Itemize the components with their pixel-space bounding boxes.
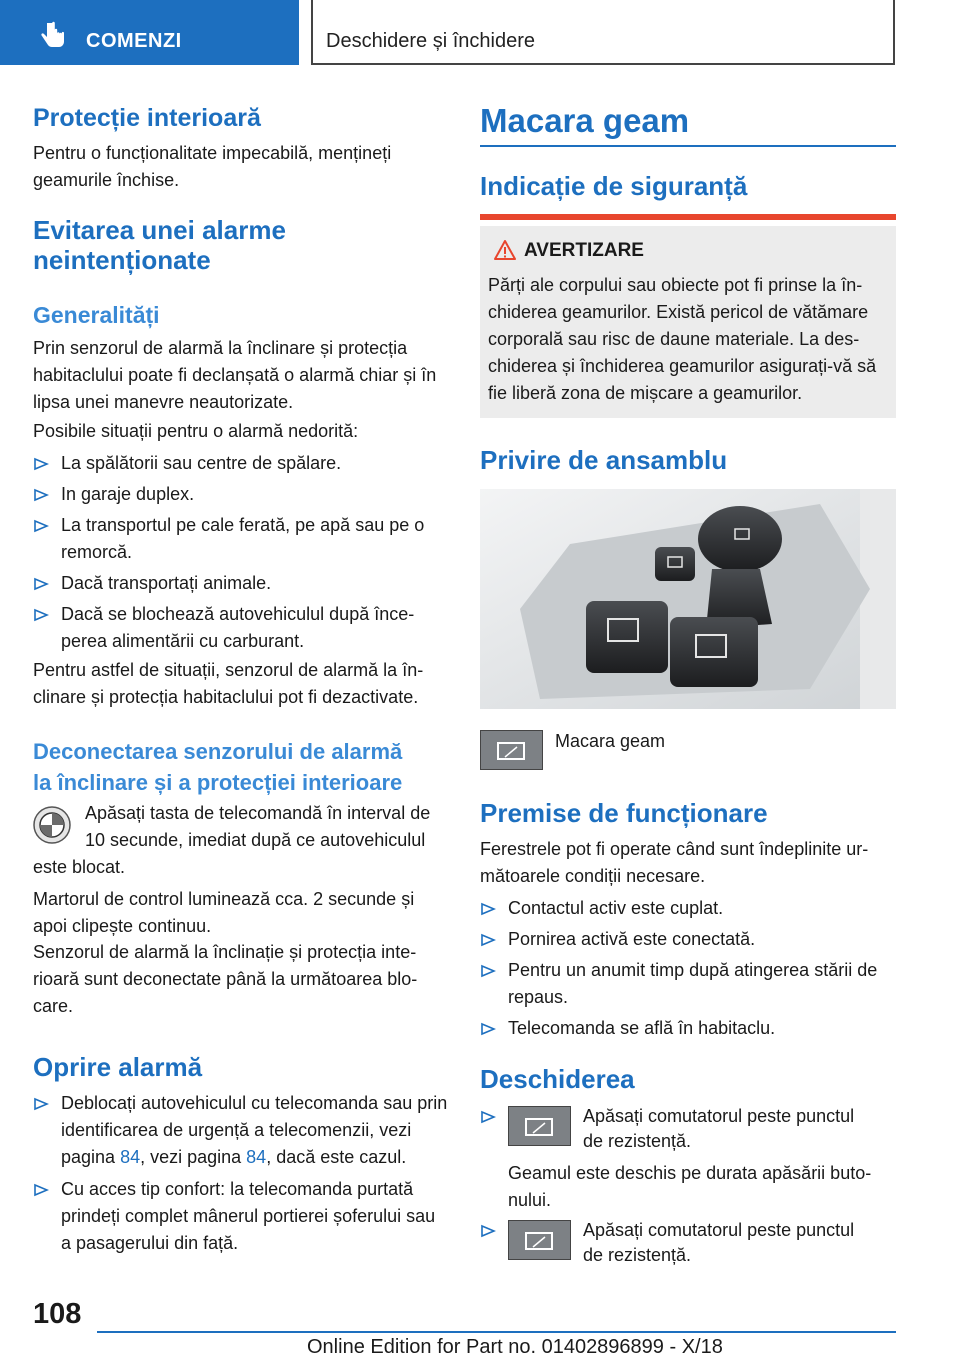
list-oprire: [33, 1090, 448, 1257]
triangle-bullet-icon: [480, 1110, 496, 1124]
triangle-bullet-icon: [480, 1224, 496, 1238]
step-open2-line1: Apăsați comutatorul peste punctul: [583, 1220, 855, 1240]
warning-divider: [480, 214, 896, 220]
heading-evitarea-alarme: [33, 215, 448, 275]
list-item: In garaje duplex.: [33, 481, 448, 508]
remote-key-bmw-icon: [33, 806, 71, 844]
list-item: Dacă transportați animale.: [33, 570, 448, 597]
heading-evitarea-line2: neintenționate: [33, 245, 211, 275]
step-open-line1: Apăsați comutatorul peste punctul: [583, 1106, 855, 1126]
triangle-bullet-icon: [480, 902, 496, 916]
symbol-label: Macara geam: [555, 731, 666, 751]
paragraph-deschiderea: Geamul este deschis pe durata apăsării butonului.: [508, 1163, 872, 1210]
paragraph-deconectare-1a: Apăsați tasta de telecomandă în interval de: [85, 803, 431, 823]
warning-text: Părți ale corpului sau obiecte pot fi prinse la închiderea geamurilor. Există pericol de vătămare corporală sau risc de daune materiale. La deschiderea și închiderea geamurilor asigurați-vă să fie liberă zona de mișcare a geamurilor.: [488, 275, 877, 403]
triangle-bullet-icon: [480, 1022, 496, 1036]
triangle-bullet-icon: [33, 608, 49, 622]
window-lifter-symbol-icon: [480, 730, 543, 770]
paragraph-generalitati-3: Pentru astfel de situații, senzorul de alarmă la înclinare și protecția habitaclului pot fi dezactivate.: [33, 660, 424, 707]
list-item: Contactul activ este cuplat.: [480, 895, 896, 922]
divider: [480, 145, 896, 147]
page-link-84[interactable]: 84: [246, 1147, 267, 1167]
triangle-bullet-icon: [33, 1183, 49, 1197]
footer-edition: Online Edition for Part no. 01402896899 - X/18: [307, 1336, 723, 1358]
step-open-line2: de rezistență.: [583, 1131, 692, 1151]
triangle-bullet-icon: [480, 964, 496, 978]
heading-deconectarea: [33, 736, 453, 798]
window-switch-photo: [480, 489, 896, 709]
list-item: La transportul pe cale ferată, pe apă sau pe o remorcă.: [33, 512, 448, 566]
section-tab-deschidere[interactable]: [311, 0, 895, 65]
heading-macara-geam: Macara geam: [480, 102, 690, 139]
heading-protectie-interioara: Protecție interioară: [33, 104, 261, 132]
list-item: Cu acces tip confort: la telecomanda purtată prindeți complet mânerul portierei șoferului sau a pasagerului din față.: [33, 1176, 448, 1257]
paragraph-protectie: Pentru o funcționalitate impecabilă, mențineți geamurile închise.: [33, 143, 392, 190]
window-lifter-symbol-icon: [508, 1220, 571, 1260]
triangle-bullet-icon: [33, 457, 49, 471]
triangle-bullet-icon: [33, 488, 49, 502]
paragraph-deconectare-2: Martorul de control luminează cca. 2 secunde și apoi clipește continuu.: [33, 889, 415, 936]
hand-pointer-icon: [38, 20, 68, 50]
list-item: Deblocați autovehiculul cu telecomanda sau prin identificarea de urgență a telecomenzii, vezi pagina 84, vezi pagina 84, dacă este cazul.: [33, 1090, 448, 1171]
warning-title: AVERTIZARE: [524, 240, 644, 261]
warning-box: [480, 226, 896, 418]
heading-deconectarea-line2: la înclinare și a protecției interioare: [33, 770, 403, 795]
step-open2-line2: de rezistență.: [583, 1245, 692, 1265]
heading-deconectarea-line1: Deconectarea senzorului de alarmă: [33, 739, 403, 764]
triangle-bullet-icon: [33, 519, 49, 533]
heading-premise-functionare: Premise de funcționare: [480, 798, 768, 828]
paragraph-deconectare-1b: 10 secunde, imediat după ce autovehiculul: [85, 830, 426, 850]
heading-privire-ansamblu: Privire de ansamblu: [480, 445, 728, 475]
list-item: Dacă se blochează autovehiculul după începerea alimentării cu carburant.: [33, 601, 448, 655]
heading-evitarea-line1: Evitarea unei alarme: [33, 215, 286, 245]
heading-indicatie-siguranta: Indicație de siguranță: [480, 171, 748, 201]
heading-generalitati: Generalități: [33, 302, 160, 328]
triangle-bullet-icon: [33, 577, 49, 591]
list-item: Pentru un anumit timp după atingerea stării de repaus.: [480, 957, 896, 1011]
paragraph-deconectare-3: Senzorul de alarmă la înclinație și protecția interioară sunt deconectate până la următoarea blocare.: [33, 942, 418, 1016]
heading-deschiderea: Deschiderea: [480, 1064, 635, 1094]
list-situatii: [33, 450, 448, 655]
window-lifter-symbol-icon: [508, 1106, 571, 1146]
section-tab-comenzi[interactable]: [0, 0, 299, 65]
tab-deschidere-label: Deschidere și închidere: [326, 30, 535, 52]
heading-oprire-alarma: Oprire alarmă: [33, 1052, 203, 1082]
footer-divider: [97, 1331, 896, 1333]
list-premise: [480, 895, 896, 1042]
paragraph-generalitati-1: Prin senzorul de alarmă la înclinare și protecția habitaclului poate fi declanșată o alarmă chiar și în lipsa unei manevre neautorizate.: [33, 338, 437, 412]
paragraph-deconectare-1c: este blocat.: [33, 857, 126, 877]
triangle-bullet-icon: [480, 933, 496, 947]
page-number: 108: [33, 1298, 82, 1330]
page-link-84[interactable]: 84: [120, 1147, 141, 1167]
paragraph-premise: Ferestrele pot fi operate când sunt îndeplinite următoarele condiții necesare.: [480, 839, 869, 886]
warning-triangle-icon: [493, 239, 517, 261]
paragraph-generalitati-2: Posibile situații pentru o alarmă nedorită:: [33, 421, 359, 441]
list-item: Pornirea activă este conectată.: [480, 926, 896, 953]
list-item: La spălătorii sau centre de spălare.: [33, 450, 448, 477]
list-item: Telecomanda se află în habitaclu.: [480, 1015, 896, 1042]
tab-comenzi-label: COMENZI: [86, 30, 182, 52]
triangle-bullet-icon: [33, 1097, 49, 1111]
